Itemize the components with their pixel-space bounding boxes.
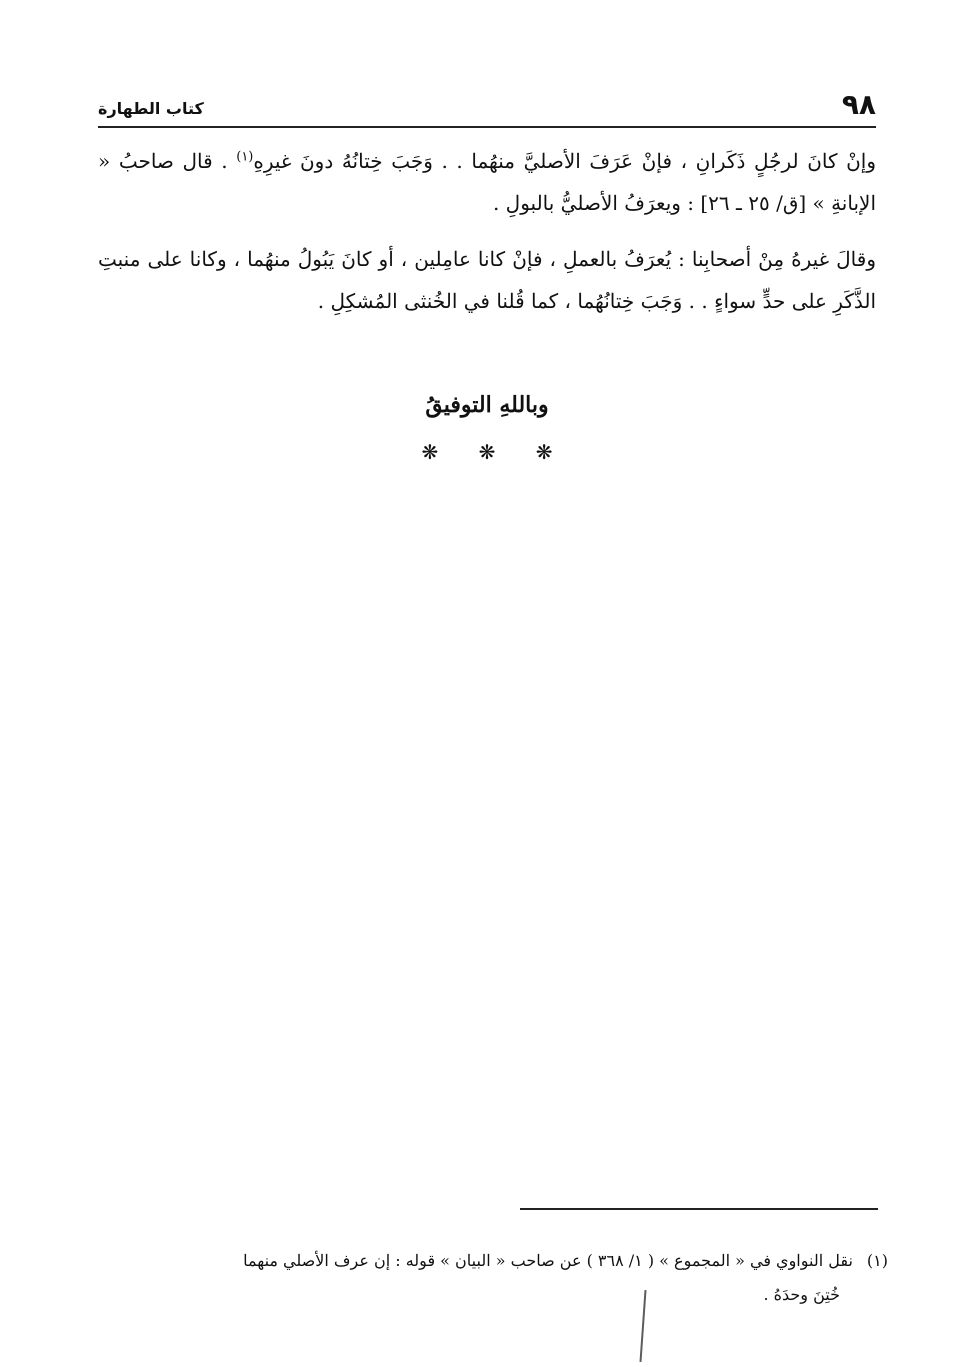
footnote-divider bbox=[520, 1208, 878, 1210]
running-title: كتاب الطهارة bbox=[98, 99, 204, 118]
footnote-number: (١) bbox=[866, 1251, 888, 1270]
closing-phrase: وباللهِ التوفيقُ bbox=[425, 392, 549, 418]
paragraph-1-tail: . قال صاحبُ « الإبانةِ » [ق/ ٢٥ ـ ٢٦] : ويعرَفُ الأصليُّ بالبولِ . bbox=[98, 149, 876, 215]
section-separator bbox=[98, 438, 876, 466]
footnote bbox=[98, 1244, 888, 1312]
separator-star-icon: ❋ bbox=[478, 440, 496, 464]
footnote-line-2: خُتِنَ وحدَهُ . bbox=[763, 1285, 840, 1304]
separator-star-icon: ❋ bbox=[535, 440, 553, 464]
main-text bbox=[98, 140, 876, 322]
footnote-line-1 bbox=[98, 1244, 888, 1278]
paragraph-2: وقالَ غيرهُ مِنْ أصحابِنا : يُعرَفُ بالعملِ ، فإنْ كانا عامِلين ، أو كانَ يَبُولُ منهُما ، وكانا على منبتِ الذَّكَرِ على حدٍّ سواءٍ . . وَجَبَ خِتانُهُما ، كما قُلنا في الخُنثى المُشكِلِ . bbox=[98, 247, 876, 313]
paragraph-1-text: وإنْ كانَ لرجُلٍ ذَكَرانِ ، فإنْ عَرَفَ الأصليَّ منهُما . . وَجَبَ خِتانُهُ دونَ غيرِهِ bbox=[253, 149, 876, 173]
page-header bbox=[98, 88, 876, 128]
footnote-text: نقل النواوي في « المجموع » ( ١/ ٣٦٨ ) عن صاحب « البيان » قوله : إن عرف الأصلي منهما bbox=[243, 1251, 853, 1270]
footnote-marker[interactable]: (١) bbox=[236, 149, 254, 165]
page-number: ٩٨ bbox=[841, 88, 876, 121]
paragraph-1 bbox=[98, 140, 876, 224]
separator-star-icon: ❋ bbox=[421, 440, 439, 464]
